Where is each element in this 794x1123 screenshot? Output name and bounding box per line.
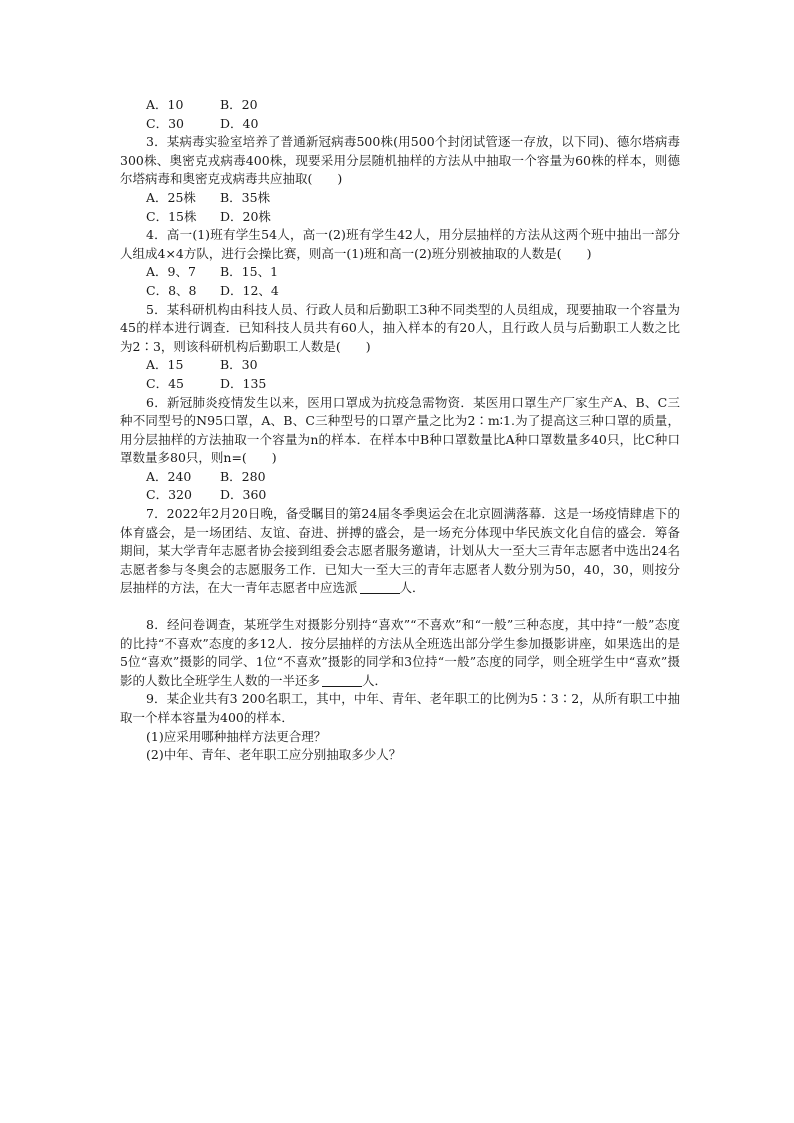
question-6: 6．新冠肺炎疫情发生以来，医用口罩成为抗疫急需物资．某医用口罩生产厂家生产A、B、C三种不同型号的N95口罩，A、B、C三种型号的口罩产量之比为2∶m∶1.为了提高这三种口罩的质量，用分层抽样的方法抽取一个容量为n的样本．在样本中B种口罩数量比A种口罩数量多40只，比C种口罩数量多80只，则n=( ) [120,394,680,466]
question-3: 3．某病毒实验室培养了普通新冠病毒500株(用500个封闭试管逐一存放，以下同)、德尔塔病毒300株、奥密克戎病毒400株，现要采用分层随机抽样的方法从中抽取一个容量为60株的样本，则德尔塔病毒和奥密克戎病毒共应抽取( ) [120,134,680,187]
option-a: A．25株 [146,189,196,205]
question-list [120,96,680,765]
question-5: 5．某科研机构由科技人员、行政人员和后勤职工3种不同类型的人员组成，现要抽取一个容量为45的样本进行调查．已知科技人员共有60人，抽入样本的有20人，且行政人员与后勤职工人数之比为2∶3，则该科研机构后勤职工人数是( ) [120,301,680,354]
question-9-part-2: (2)中年、青年、老年职工应分别抽取多少人？ [146,747,402,763]
option-b: B．15、1 [220,264,279,280]
option-a: A．10 [146,97,184,112]
options-q2-cd [120,115,680,134]
options-q3-cd [120,208,680,227]
options-q5-ab [120,356,680,375]
options-q6-cd [120,486,680,505]
question-7-text: 7．2022年2月20日晚，备受瞩目的第24届冬季奥运会在北京圆满落幕．这是一场疫情肆虐下的体育盛会，是一场团结、友谊、奋进、拼搏的盛会，是一场充分体现中华民族文化自信的盛会．筹备期间，某大学青年志愿者协会接到组委会志愿者服务邀请，计划从大一至大三青年志愿者中选出24名志愿者参与冬奥会的志愿服务工作．已知大一至大三的青年志愿者人数分别为50，40，30，则按分层抽样的方法，在大一青年志愿者中应选派 [120,506,680,596]
option-c: C．320 [146,487,192,503]
question-8-end: 人． [362,672,388,688]
option-d: D．40 [220,115,259,131]
question-9: 9．某企业共有3 200名职工，其中，中年、青年、老年职工的比例为5∶3∶2，从所有职工中抽取一个样本容量为400的样本． [120,691,680,725]
question-7-end: 人． [399,580,425,596]
answer-blank [360,581,400,594]
option-d: D．135 [220,375,267,391]
options-q5-cd [120,375,680,394]
options-q3-ab [120,189,680,208]
option-a: A．15 [146,357,184,373]
options-q4-cd [120,282,680,301]
option-c: C．45 [146,375,184,391]
option-c: C．15株 [146,208,197,224]
question-4: 4．高一(1)班有学生54人，高一(2)班有学生42人，用分层抽样的方法从这两个班中抽出一部分人组成4×4方队，进行会操比赛，则高一(1)班和高一(2)班分别被抽取的人数是( ) [120,227,680,261]
option-b: B．35株 [220,189,271,205]
option-a: A．240 [146,468,192,484]
spacer [120,598,680,616]
option-d: D．12、4 [220,282,279,298]
option-a: A．9、7 [146,264,196,280]
option-b: B．30 [220,357,258,373]
option-b: B．20 [220,97,258,112]
question-8 [120,616,680,690]
option-c: C．8、8 [146,282,197,298]
question-8-text: 8．经问卷调查，某班学生对摄影分别持“喜欢”“不喜欢”和“一般”三种态度，其中持“一般”态度的比持“不喜欢”态度的多12人．按分层抽样的方法从全班选出部分学生参加摄影讲座，如果选出的是5位“喜欢”摄影的同学、1位“不喜欢”摄影的同学和3位持“一般”态度的同学，则全班学生中“喜欢”摄影的人数比全班学生人数的一半还多 [120,617,680,688]
question-9-part-1: (1)应采用哪种抽样方法更合理？ [146,728,327,744]
question-7 [120,505,680,598]
option-b: B．280 [220,468,266,484]
answer-blank [322,674,362,687]
option-d: D．20株 [220,208,271,224]
options-q2-ab [120,96,680,115]
options-q6-ab [120,468,680,487]
option-c: C．30 [146,115,184,131]
option-d: D．360 [220,487,267,503]
options-q4-ab [120,263,680,282]
